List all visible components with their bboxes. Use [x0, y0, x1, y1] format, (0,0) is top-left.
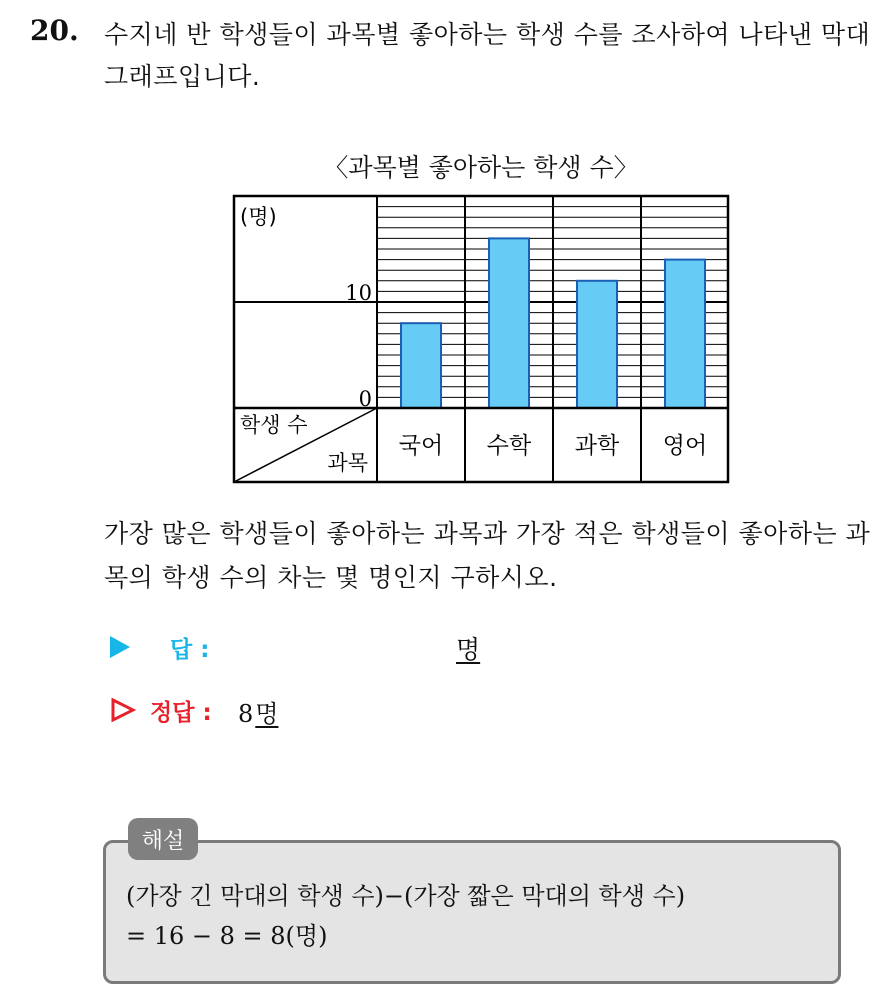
x-category-label: 영어 [662, 433, 708, 459]
bar-4 [665, 260, 705, 408]
y-tick-label: 0 [358, 387, 372, 411]
bar-1 [401, 323, 441, 408]
correct-answer-row [106, 690, 706, 730]
answer-row [106, 628, 706, 668]
correct-answer-unit: 명 [255, 700, 279, 728]
x-category-label: 과학 [574, 433, 620, 459]
explanation-box [103, 840, 841, 984]
x-category-label: 수학 [486, 433, 532, 459]
bar-3 [577, 281, 617, 408]
play-icon [110, 636, 130, 658]
answer-label: 답 : [170, 637, 210, 663]
question-body: 가장 많은 학생들이 좋아하는 과목과 가장 적은 학생들이 좋아하는 과목의 학생 수의 차는 몇 명인지 구하시오. [104, 519, 871, 592]
explanation-line-1: (가장 긴 막대의 학생 수)−(가장 짧은 막대의 학생 수) [126, 882, 686, 910]
correct-answer-value [238, 694, 278, 729]
question-text: 수지네 반 학생들이 과목별 좋아하는 학생 수를 조사하여 나타낸 막대그래프입니다. [104, 20, 871, 91]
y-unit-label: (명) [240, 205, 277, 229]
correct-answer-label: 정답 : [150, 700, 212, 726]
chart-title: 〈과목별 좋아하는 학생 수〉 [323, 153, 639, 182]
answer-unit: 명 [456, 635, 481, 664]
explanation-tab: 해설 [128, 818, 198, 860]
play-outline-icon [110, 697, 136, 723]
y-tick-label: 10 [345, 281, 372, 305]
explanation-line-2: = 16 − 8 = 8(명) [126, 922, 328, 950]
corner-bottom-label: 과목 [327, 451, 368, 475]
x-category-label: 국어 [398, 433, 444, 459]
bar-2 [489, 238, 529, 408]
question-number: 20. [30, 14, 79, 47]
corner-top-label: 학생 수 [240, 413, 308, 437]
correct-answer-number: 8 [238, 700, 254, 728]
